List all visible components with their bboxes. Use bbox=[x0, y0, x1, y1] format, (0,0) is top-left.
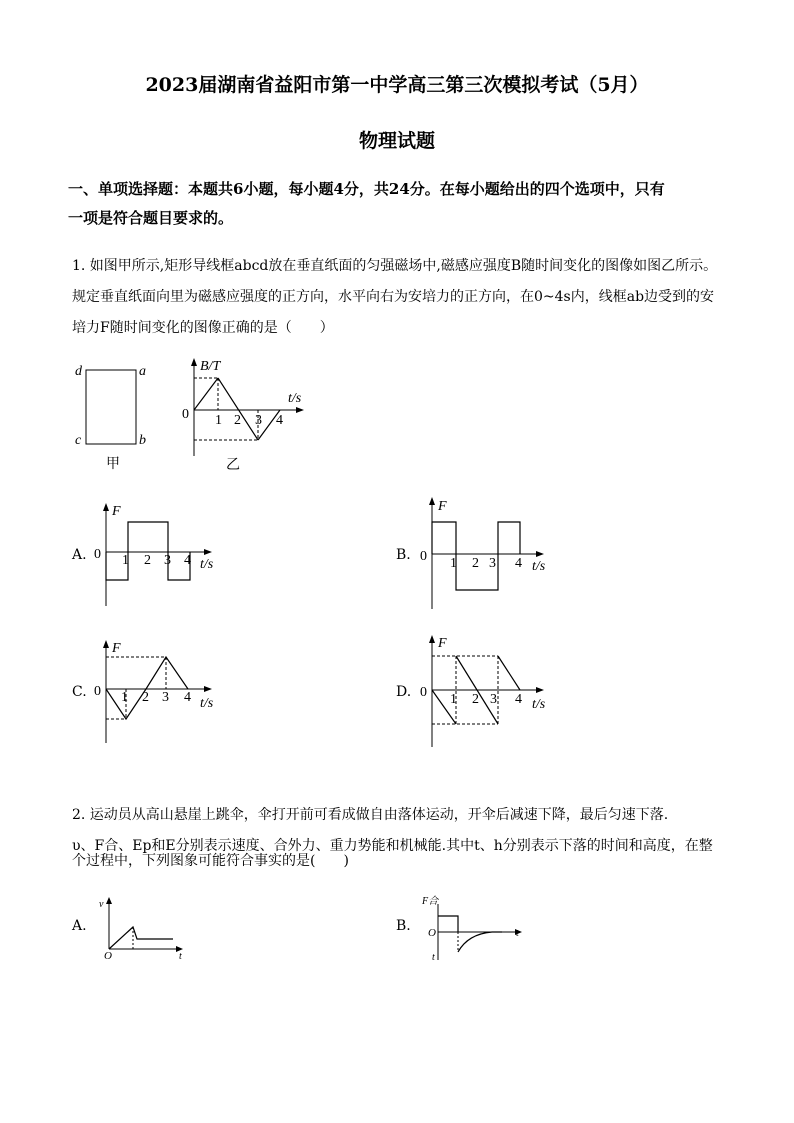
corner-c: c bbox=[75, 433, 82, 448]
figure-yi-caption: 乙 bbox=[226, 458, 240, 473]
q2-stem-line2: υ、F合、Ep和E分别表示速度、合外力、重力势能和机械能.其中t、h分别表示下落的时间和高度，在整 bbox=[72, 838, 713, 854]
page-subtitle: 物理试题 bbox=[358, 130, 435, 152]
a-origin: 0 bbox=[94, 547, 101, 562]
q1-stem-line1: 1. 如图甲所示,矩形导线框abcd放在垂直纸面的匀强磁场中,磁感应强度B随时间变化的图像如图乙所示。 bbox=[72, 258, 718, 274]
q2a-origin: O bbox=[104, 950, 112, 962]
coil-rectangle bbox=[86, 370, 136, 444]
q2-option-b-graph[interactable] bbox=[420, 890, 530, 965]
b-ylabel: F bbox=[438, 499, 447, 514]
q2b-ylabel: F合 bbox=[422, 896, 439, 907]
q2-stem-line3: 个过程中，下列图象可能符合事实的是( ) bbox=[72, 853, 349, 869]
yi-ylabel: B/T bbox=[200, 359, 221, 374]
b-tick-4: 4 bbox=[515, 556, 522, 571]
d-tick-1: 1 bbox=[450, 692, 457, 707]
corner-a: a bbox=[139, 364, 146, 379]
b-origin: 0 bbox=[420, 549, 427, 564]
q2b-origin: O bbox=[428, 927, 436, 939]
q1-option-b-label[interactable]: B. bbox=[396, 547, 411, 563]
q1-option-d-label[interactable]: D. bbox=[396, 684, 412, 700]
q2b-below: t bbox=[432, 952, 435, 963]
yi-xlabel: t/s bbox=[288, 391, 302, 406]
b-tick-1: 1 bbox=[450, 556, 457, 571]
d-ylabel: F bbox=[438, 636, 447, 651]
section-heading-line2: 一项是符合题目要求的。 bbox=[68, 209, 234, 227]
a-tick-2: 2 bbox=[144, 553, 151, 568]
a-tick-4: 4 bbox=[184, 553, 191, 568]
c-tick-4: 4 bbox=[184, 690, 191, 705]
a-xlabel: t/s bbox=[200, 557, 214, 572]
q2-option-b-label[interactable]: B. bbox=[396, 918, 411, 934]
corner-b: b bbox=[139, 433, 146, 448]
c-tick-2: 2 bbox=[142, 690, 149, 705]
q1-stem-line3: 培力F随时间变化的图像正确的是（ ） bbox=[72, 320, 334, 336]
q2b-xlabel: t bbox=[516, 928, 519, 939]
c-tick-3: 3 bbox=[162, 690, 169, 705]
figure-jia-caption: 甲 bbox=[106, 457, 120, 472]
figure-yi bbox=[180, 356, 310, 476]
figure-jia bbox=[70, 358, 160, 473]
q1-option-a-label[interactable]: A. bbox=[72, 547, 87, 563]
q2a-xlabel: t bbox=[179, 951, 182, 962]
q2a-ylabel: v bbox=[99, 899, 104, 910]
q1-option-c-graph[interactable] bbox=[88, 637, 238, 747]
q1-option-b-graph[interactable] bbox=[414, 494, 564, 612]
a-tick-3: 3 bbox=[164, 553, 171, 568]
b-tick-2: 2 bbox=[472, 556, 479, 571]
c-tick-1: 1 bbox=[121, 690, 128, 705]
a-ylabel: F bbox=[112, 504, 121, 519]
yi-tick-1: 1 bbox=[215, 413, 222, 428]
d-xlabel: t/s bbox=[532, 697, 546, 712]
yi-origin: 0 bbox=[182, 407, 189, 422]
b-tick-3: 3 bbox=[489, 556, 496, 571]
a-tick-1: 1 bbox=[122, 553, 129, 568]
b-xlabel: t/s bbox=[532, 559, 546, 574]
q1-option-a-graph[interactable] bbox=[88, 500, 238, 610]
corner-d: d bbox=[75, 364, 82, 379]
c-origin: 0 bbox=[94, 684, 101, 699]
d-origin: 0 bbox=[420, 685, 427, 700]
d-tick-3: 3 bbox=[490, 692, 497, 707]
page-title: 2023届湖南省益阳市第一中学高三第三次模拟考试（5月） bbox=[145, 74, 649, 96]
d-tick-4: 4 bbox=[515, 692, 522, 707]
q1-option-c-label[interactable]: C. bbox=[72, 684, 87, 700]
c-xlabel: t/s bbox=[200, 696, 214, 711]
q1-option-d-graph[interactable] bbox=[414, 632, 564, 750]
yi-tick-4: 4 bbox=[276, 413, 283, 428]
c-ylabel: F bbox=[112, 641, 121, 656]
yi-tick-3: 3 bbox=[255, 413, 262, 428]
q2-stem-line1: 2. 运动员从高山悬崖上跳伞，伞打开前可看成做自由落体运动，开伞后减速下降，最后匀速下落. bbox=[72, 807, 669, 823]
d-tick-2: 2 bbox=[472, 692, 479, 707]
section-heading-line1: 一、单项选择题：本题共6小题，每小题4分，共24分。在每小题给出的四个选项中，只有 bbox=[68, 180, 665, 198]
yi-tick-2: 2 bbox=[234, 413, 241, 428]
q2-option-a-label[interactable]: A. bbox=[72, 918, 87, 934]
q1-stem-line2: 规定垂直纸面向里为磁感应强度的正方向，水平向右为安培力的正方向，在0~4s内，线框ab边受到的安 bbox=[72, 289, 715, 305]
q2-option-a-graph[interactable] bbox=[95, 893, 185, 963]
svg-text:B/T bbox=[200, 359, 221, 374]
